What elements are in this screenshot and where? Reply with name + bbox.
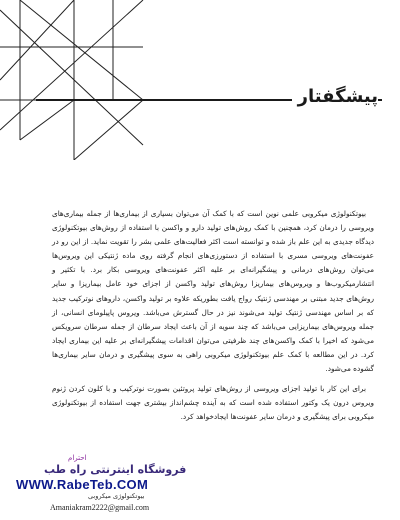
preface-body	[52, 207, 374, 424]
author-email: Amaniakram2222@gmail.com	[50, 503, 150, 512]
page-title: پیشگفتار	[292, 86, 378, 107]
geometric-line-decoration	[0, 0, 400, 160]
watermark-subtitle: بیوتکنولوژی میکروبی	[88, 492, 145, 500]
paragraph: برای این کار با تولید اجزای ویروسی از روش‌های تولید پروتئین بصورت نوترکیب و با کلون کردن ژنوم ویروس درون یک وکتور استفاده شده است که به آینده چشم‌انداز بیشتری جهت استفاده از بیوتکنولوژی میکروبی برای پیشگیری و درمان سایر عفونت‌ها ایجادخواهد کرد.	[52, 384, 374, 422]
watermark-logo	[8, 454, 187, 502]
paragraph: بیوتکنولوژی میکروبی علمی نوین است که با کمک آن می‌توان بسیاری از بیماری‌ها از جمله بیماری‌های ویروسی را درمان کرد، همچنین با کمک روش‌های تولید دارو و واکسن با استفاده از روش‌های بیوتکنولوژی دیدگاه جدیدی به این علم باز شده و توانسته است اکثر فعالیت‌های علمی بشر را تقویت نماید. از این رو در عفونت‌های ویروسی مسری با استفاده از دستورزی‌های انجام گرفته روی ماده ژنتیکی این ویروس‌ها می‌توان روش‌های درمانی و پیشگیرانه‌ای بر علیه اکثر عفونت‌های ویروسی بکار برد. با تکثیر و انتشارمیکروب‌ها و ویروس‌های بیماریزا روش‌های تولید واکسن از اجزای خود عامل بیماریزا و سایر روش‌های جدید مبتنی بر مهندسی ژنتیک رواج یافت بطوریکه علاوه بر تولید واکسن، داروهای نوترکیب جدید که بر اساس مهندسی ژنتیک تولید می‌شوند نیز در حال گسترش می‌باشد. ویروس پاپیلومای انسانی، از جمله ویروس‌های بیماریزایی می‌باشد که چند سویه از آن باعث ایجاد سرطان از جمله سرطان سرویکس می‌شود که اخیرا با کمک واکسن‌های چند ظرفیتی می‌توان اقدامات پیشگیرانه‌ای بر علیه این بیماری ایجاد کرد. در این مطالعه با کمک علم بیوتکنولوژی میکروبی راهی به سوی پیشگیری و درمان سایر بیماری‌ها گشوده می‌شود.	[52, 209, 374, 374]
watermark-url: WWW.RabeTeb.COM	[16, 477, 149, 492]
watermark-shop-name: فروشگاه اینترنتی راه طب	[44, 463, 187, 476]
watermark-line1: احترام	[68, 454, 87, 462]
